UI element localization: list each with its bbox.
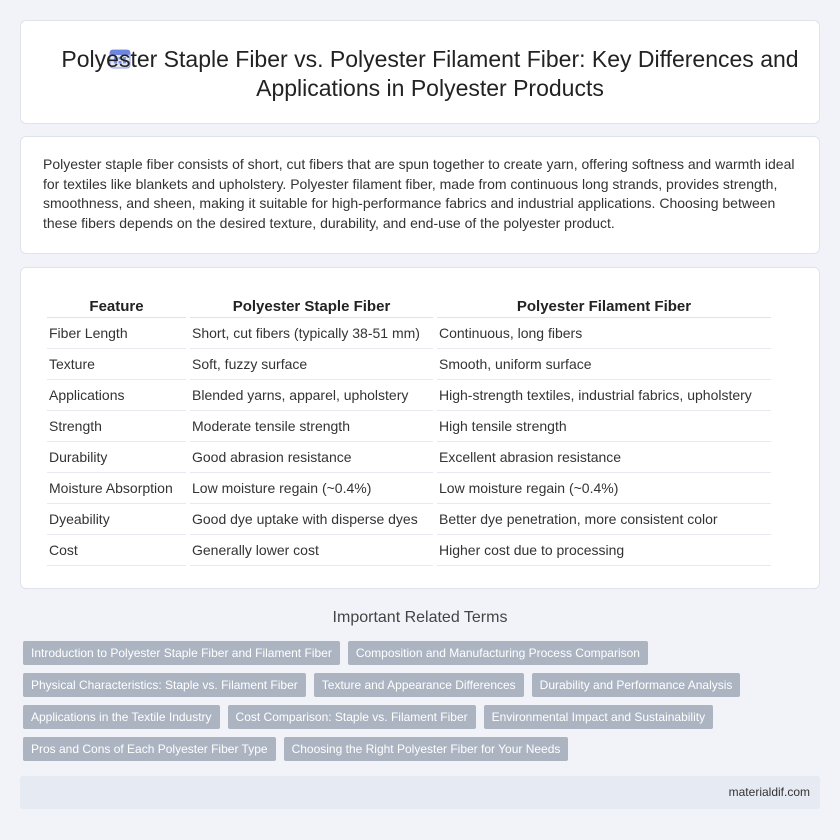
table-cell: Continuous, long fibers: [437, 318, 771, 349]
table-header-row: [47, 296, 771, 318]
table-cell: Cost: [47, 535, 186, 566]
table-cell: Low moisture regain (~0.4%): [437, 473, 771, 504]
table-cell: Soft, fuzzy surface: [190, 349, 433, 380]
table-cell: Applications: [47, 380, 186, 411]
related-terms-tags: [23, 641, 823, 769]
table-row: [47, 380, 771, 411]
page-title: Polyester Staple Fiber vs. Polyester Filament Fiber: Key Differences and Applications in Polyester Products: [61, 46, 799, 101]
table-row: [47, 535, 771, 566]
related-term-tag[interactable]: Environmental Impact and Sustainability: [484, 705, 713, 729]
table-cell: Texture: [47, 349, 186, 380]
table-row: [47, 318, 771, 349]
column-header-staple: Polyester Staple Fiber: [190, 296, 433, 318]
tag-row: [23, 673, 823, 697]
related-term-tag[interactable]: Introduction to Polyester Staple Fiber and Filament Fiber: [23, 641, 340, 665]
tag-row: [23, 641, 823, 665]
related-term-tag[interactable]: Physical Characteristics: Staple vs. Filament Fiber: [23, 673, 306, 697]
intro-card: [20, 136, 820, 254]
table-cell: Fiber Length: [47, 318, 186, 349]
footer-site-link[interactable]: materialdif.com: [728, 785, 810, 799]
related-term-tag[interactable]: Choosing the Right Polyester Fiber for Your Needs: [284, 737, 569, 761]
column-header-feature: Feature: [47, 296, 186, 318]
table-cell: Moisture Absorption: [47, 473, 186, 504]
table-cell: Better dye penetration, more consistent color: [437, 504, 771, 535]
related-term-tag[interactable]: Durability and Performance Analysis: [532, 673, 741, 697]
table-cell: Moderate tensile strength: [190, 411, 433, 442]
table-cell: Excellent abrasion resistance: [437, 442, 771, 473]
table-cell: Good dye uptake with disperse dyes: [190, 504, 433, 535]
related-term-tag[interactable]: Texture and Appearance Differences: [314, 673, 524, 697]
table-row: [47, 349, 771, 380]
table-row: [47, 442, 771, 473]
related-term-tag[interactable]: Pros and Cons of Each Polyester Fiber Type: [23, 737, 276, 761]
table-cell: Low moisture regain (~0.4%): [190, 473, 433, 504]
comparison-table: [43, 296, 775, 566]
table-cell: Generally lower cost: [190, 535, 433, 566]
footer: [20, 776, 820, 809]
table-row: [47, 473, 771, 504]
table-cell: Blended yarns, apparel, upholstery: [190, 380, 433, 411]
tag-row: [23, 705, 823, 729]
related-term-tag[interactable]: Applications in the Textile Industry: [23, 705, 220, 729]
table-cell: Short, cut fibers (typically 38-51 mm): [190, 318, 433, 349]
comparison-table-card: [20, 267, 820, 589]
related-term-tag[interactable]: Cost Comparison: Staple vs. Filament Fiber: [228, 705, 476, 729]
title-card: [20, 20, 820, 124]
table-row: [47, 504, 771, 535]
intro-paragraph: Polyester staple fiber consists of short, cut fibers that are spun together to create yarn, offering softness and warmth ideal for textiles like blankets and upholstery. Polyester filament fiber, made from continuous long strands, provides strength, smoothness, and sheen, making it suitable for high-performance fabrics and industrial applications. Choosing between these fibers depends on the desired texture, durability, and end-use of the polyester product.: [43, 156, 795, 231]
related-term-tag[interactable]: Composition and Manufacturing Process Comparison: [348, 641, 648, 665]
table-cell: Strength: [47, 411, 186, 442]
table-cell: Good abrasion resistance: [190, 442, 433, 473]
column-header-filament: Polyester Filament Fiber: [437, 296, 771, 318]
table-cell: Higher cost due to processing: [437, 535, 771, 566]
tag-row: [23, 737, 823, 761]
table-row: [47, 411, 771, 442]
table-cell: High tensile strength: [437, 411, 771, 442]
table-cell: High-strength textiles, industrial fabrics, upholstery: [437, 380, 771, 411]
related-terms-heading: Important Related Terms: [332, 609, 508, 626]
table-cell: Durability: [47, 442, 186, 473]
table-cell: Smooth, uniform surface: [437, 349, 771, 380]
table-cell: Dyeability: [47, 504, 186, 535]
